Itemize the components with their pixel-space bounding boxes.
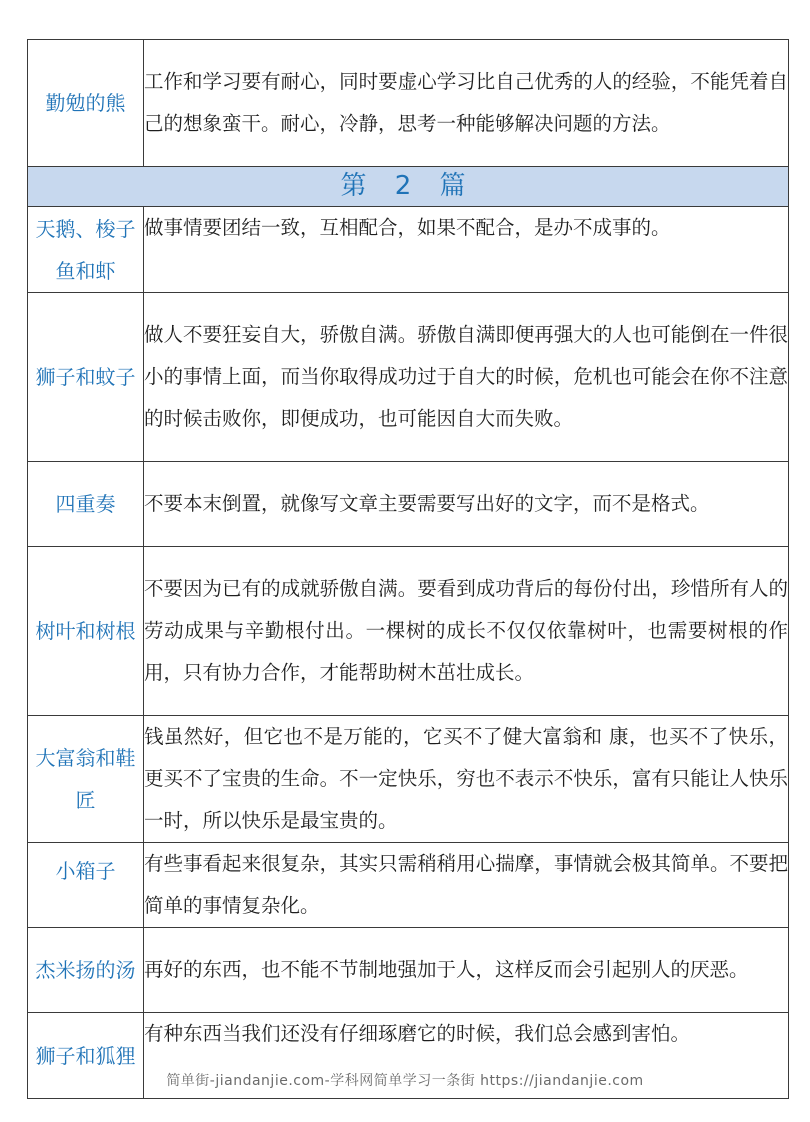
table-row [28,207,789,293]
fable-lesson: 工作和学习要有耐心，同时要虚心学习比自己优秀的人的经验，不能凭着自己的想象蛮干。耐心，冷静，思考一种能够解决问题的方法。 [144,40,789,167]
fable-title: 树叶和树根 [28,547,144,716]
table-row [28,547,789,716]
fable-lesson: 不要因为已有的成就骄傲自满。要看到成功背后的每份付出，珍惜所有人的劳动成果与辛勤根付出。一棵树的成长不仅仅依靠树叶，也需要树根的作用，只有协力合作，才能帮助树木茁壮成长。 [144,547,789,716]
fable-title: 勤勉的熊 [28,40,144,167]
fable-lesson: 做人不要狂妄自大，骄傲自满。骄傲自满即便再强大的人也可能倒在一件很小的事情上面，而当你取得成功过于自大的时候，危机也可能会在你不注意的时候击败你，即便成功，也可能因自大而失败。 [144,293,789,462]
fable-title: 小箱子 [28,843,144,928]
fable-lesson: 有些事看起来很复杂，其实只需稍稍用心揣摩，事情就会极其简单。不要把简单的事情复杂化。 [144,843,789,928]
table-row [28,462,789,547]
table-row [28,293,789,462]
table-row [28,843,789,928]
fable-title: 天鹅、梭子鱼和虾 [28,207,144,293]
fable-lesson: 做事情要团结一致，互相配合，如果不配合，是办不成事的。 [144,207,789,293]
table-row [28,928,789,1013]
footer-watermark: 简单街-jiandanjie.com-学科网简单学习一条街 https://jiandanjie.com [166,1073,644,1089]
section-title: 第 2 篇 [28,167,789,207]
fable-lesson: 不要本末倒置，就像写文章主要需要写出好的文字，而不是格式。 [144,462,789,547]
fable-lesson: 有种东西当我们还没有仔细琢磨它的时候，我们总会感到害怕。 [144,1013,789,1099]
fable-title: 狮子和蚊子 [28,293,144,462]
table-row [28,40,789,167]
fable-lesson: 钱虽然好，但它也不是万能的，它买不了健大富翁和 康，也买不了快乐，更买不了宝贵的生命。不一定快乐，穷也不表示不快乐，富有只能让人快乐一时，所以快乐是最宝贵的。 [144,716,789,843]
fable-title: 杰米扬的汤 [28,928,144,1013]
section-header-row [28,167,789,207]
fable-title: 四重奏 [28,462,144,547]
fable-title: 狮子和狐狸 [28,1013,144,1099]
fable-lesson-table [27,39,789,1099]
table-row [28,716,789,843]
fable-title: 大富翁和鞋匠 [28,716,144,843]
fable-lesson: 再好的东西，也不能不节制地强加于人，这样反而会引起别人的厌恶。 [144,928,789,1013]
